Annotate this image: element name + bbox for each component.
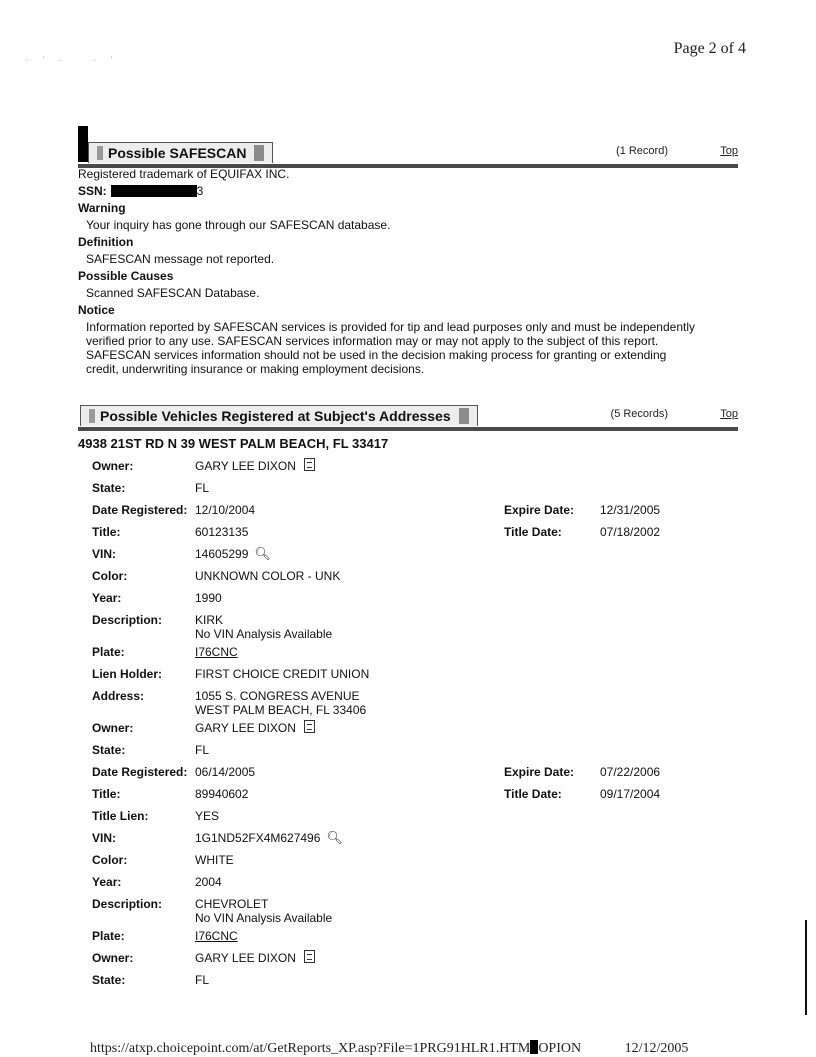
owner-name: GARY LEE DIXON bbox=[195, 459, 296, 473]
title-row: Title: 89940602 Title Date: 09/17/2004 bbox=[92, 787, 661, 801]
document-icon[interactable] bbox=[304, 458, 315, 471]
section-title: Possible Vehicles Registered at Subject's Addresses bbox=[80, 405, 478, 426]
record-count: (5 Records) bbox=[610, 408, 668, 420]
vin-row: VIN: 1G1ND52FX4M627496 🔍︎ bbox=[92, 827, 732, 849]
state-row: State: FL bbox=[92, 743, 210, 757]
notice-text: Information reported by SAFESCAN services is provided for tip and lead purposes only and must be independently verified prior to any use. SAFESCAN services information may or may not apply to the subject of this report. SAFESCAN services information should not be used in the decision making process for granting or extending credit, underwriting insurance or making employment decisions. bbox=[86, 320, 695, 376]
year-row: Year: 1990 bbox=[92, 591, 222, 605]
document-icon[interactable] bbox=[304, 950, 315, 963]
magnifier-icon[interactable]: 🔍︎ bbox=[326, 830, 343, 845]
year-row: Year: 2004 bbox=[92, 875, 222, 889]
top-link[interactable]: Top bbox=[720, 408, 738, 420]
owner-row: Owner: GARY LEE DIXON bbox=[92, 947, 732, 969]
document-icon[interactable] bbox=[304, 720, 315, 733]
vehicles-section-header bbox=[78, 405, 738, 431]
footer-url: https://atxp.choicepoint.com/at/GetReports_XP.asp?File=1PRG91HLR1.HTM bbox=[90, 1041, 531, 1056]
print-footer: https://atxp.choicepoint.com/at/GetReports_XP.asp?File=1PRG91HLR1.HTM OPION 12/12/2005 bbox=[90, 1041, 689, 1056]
footer-date: 12/12/2005 bbox=[624, 1041, 689, 1056]
description-row: Description: KIRK No VIN Analysis Available bbox=[92, 613, 333, 641]
owner-name: GARY LEE DIXON bbox=[195, 721, 296, 735]
warning-text: Your inquiry has gone through our SAFESCAN database. bbox=[86, 218, 391, 232]
description-row: Description: CHEVROLET No VIN Analysis Available bbox=[92, 897, 333, 925]
scan-edge-mark bbox=[805, 920, 807, 1015]
ssn-redaction bbox=[111, 185, 197, 197]
safescan-section-header bbox=[78, 142, 738, 168]
top-link[interactable]: Top bbox=[720, 145, 738, 157]
safescan-body bbox=[78, 166, 738, 376]
state-row: State: FL bbox=[92, 973, 210, 987]
page-number: Page 2 of 4 bbox=[673, 40, 746, 57]
ssn-row: SSN: 3 bbox=[78, 184, 204, 198]
warning-label: Warning bbox=[78, 201, 126, 215]
vin-row: VIN: 14605299 🔍︎ bbox=[92, 543, 732, 565]
section-title: Possible SAFESCAN bbox=[88, 142, 273, 163]
plate-row: Plate: I76CNC bbox=[92, 929, 238, 943]
owner-name: GARY LEE DIXON bbox=[195, 951, 296, 965]
scan-specks: · ' · · ' bbox=[25, 55, 119, 65]
notice-label: Notice bbox=[78, 303, 115, 317]
title-row: Title: 60123135 Title Date: 07/18/2002 bbox=[92, 525, 661, 539]
causes-label: Possible Causes bbox=[78, 269, 174, 283]
lien-holder-row: Lien Holder: FIRST CHOICE CREDIT UNION bbox=[92, 667, 370, 681]
plate-link[interactable]: I76CNC bbox=[195, 645, 238, 659]
plate-link[interactable]: I76CNC bbox=[195, 929, 238, 943]
vehicle-records bbox=[92, 455, 732, 991]
date-registered-row: Date Registered: 06/14/2005 Expire Date: 07/22/2006 bbox=[92, 765, 661, 779]
magnifier-icon[interactable]: 🔍︎ bbox=[254, 546, 271, 561]
color-row: Color: WHITE bbox=[92, 853, 234, 867]
plate-row: Plate: I76CNC bbox=[92, 645, 238, 659]
address-row: Address: 1055 S. CONGRESS AVENUE WEST PALM BEACH, FL 33406 bbox=[92, 689, 367, 717]
ssn-visible-digit: 3 bbox=[196, 184, 204, 198]
definition-text: SAFESCAN message not reported. bbox=[86, 252, 275, 266]
causes-text: Scanned SAFESCAN Database. bbox=[86, 286, 260, 300]
trademark-text: Registered trademark of EQUIFAX INC. bbox=[78, 167, 290, 181]
date-registered-row: Date Registered: 12/10/2004 Expire Date: 12/31/2005 bbox=[92, 503, 661, 517]
title-lien-row: Title Lien: YES bbox=[92, 809, 220, 823]
definition-label: Definition bbox=[78, 235, 134, 249]
redaction-mark bbox=[78, 126, 88, 162]
owner-row: Owner: GARY LEE DIXON bbox=[92, 455, 732, 477]
subject-address: 4938 21ST RD N 39 WEST PALM BEACH, FL 33417 bbox=[78, 436, 389, 451]
color-row: Color: UNKNOWN COLOR - UNK bbox=[92, 569, 341, 583]
state-row: State: FL bbox=[92, 481, 210, 495]
owner-row: Owner: GARY LEE DIXON bbox=[92, 717, 732, 739]
record-count: (1 Record) bbox=[616, 145, 668, 157]
